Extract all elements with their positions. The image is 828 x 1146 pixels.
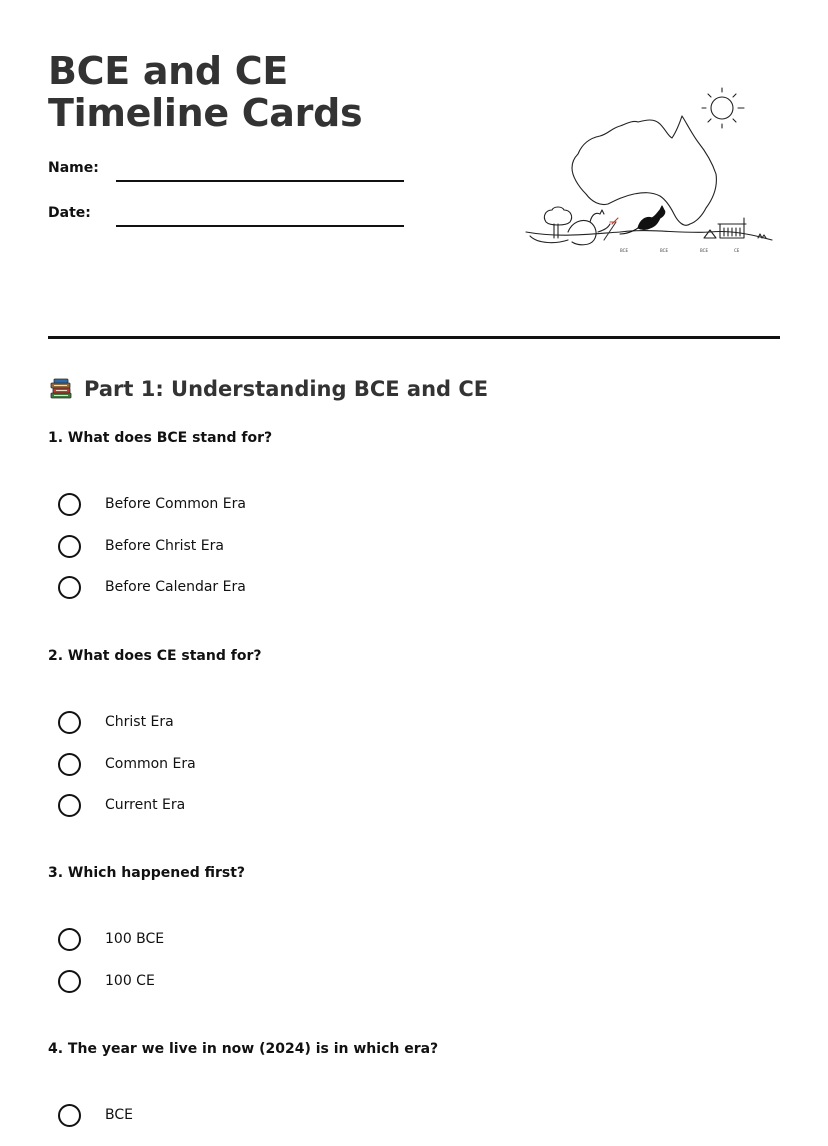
radio-button[interactable] (58, 794, 81, 817)
option-label[interactable]: Before Common Era (105, 496, 246, 512)
options-list (48, 928, 788, 1011)
sun-icon (702, 88, 744, 128)
building-icon (718, 218, 746, 238)
section-title: Part 1: Understanding BCE and CE (84, 377, 489, 401)
option-label[interactable]: 100 CE (105, 972, 155, 989)
option[interactable] (48, 970, 788, 1012)
option-label[interactable]: Before Christ Era (105, 537, 224, 554)
radio-button[interactable] (58, 753, 81, 776)
grass-icon (758, 234, 766, 238)
tree-icon (544, 207, 571, 238)
flag-icon (604, 218, 618, 240)
section-heading (48, 372, 488, 406)
radio-button[interactable] (58, 970, 81, 993)
radio-button[interactable] (58, 535, 81, 558)
option-label[interactable]: Christ Era (105, 714, 174, 730)
question-text: 2. What does CE stand for? (48, 648, 262, 664)
name-field[interactable] (116, 180, 404, 182)
kangaroo-silhouette-icon (620, 206, 665, 234)
option[interactable] (48, 711, 788, 753)
option-label[interactable]: Before Calendar Era (105, 579, 246, 595)
australia-map-outline (572, 116, 716, 225)
options-list (48, 493, 788, 618)
name-label: Name: (48, 160, 99, 176)
option[interactable] (48, 535, 788, 577)
options-list (48, 711, 788, 836)
radio-button[interactable] (58, 928, 81, 951)
option[interactable] (48, 753, 788, 795)
illustration-label: BCE (700, 248, 708, 253)
illustration-label: CE (734, 248, 740, 253)
question-3 (48, 863, 788, 1011)
illustration-label: BCE (620, 248, 628, 253)
radio-button[interactable] (58, 1104, 81, 1127)
option-label[interactable]: Current Era (105, 797, 186, 813)
page-title: BCE and CE Timeline Cards (48, 49, 363, 135)
books-icon (48, 376, 74, 402)
option-label[interactable]: 100 BCE (105, 931, 165, 947)
radio-button[interactable] (58, 711, 81, 734)
question-text: 3. Which happened first? (48, 865, 246, 881)
options-list (48, 1104, 788, 1146)
question-4 (48, 1039, 788, 1146)
date-field[interactable] (116, 225, 404, 227)
question-2 (48, 646, 788, 836)
kangaroo-icon (530, 210, 610, 245)
question-text: 4. The year we live in now (2024) is in which era? (48, 1041, 439, 1057)
australia-illustration (520, 82, 776, 258)
option-label[interactable]: Common Era (105, 755, 196, 772)
option[interactable] (48, 576, 788, 618)
option[interactable] (48, 493, 788, 535)
section-divider (48, 336, 780, 339)
date-label: Date: (48, 205, 91, 221)
question-text: 1. What does BCE stand for? (48, 430, 273, 446)
option[interactable] (48, 928, 788, 970)
option[interactable] (48, 1104, 788, 1146)
option[interactable] (48, 794, 788, 836)
illustration-label: BCE (660, 248, 668, 253)
ground-line (526, 231, 772, 240)
question-1 (48, 428, 788, 618)
option-label[interactable]: BCE (105, 1107, 133, 1123)
radio-button[interactable] (58, 493, 81, 516)
radio-button[interactable] (58, 576, 81, 599)
